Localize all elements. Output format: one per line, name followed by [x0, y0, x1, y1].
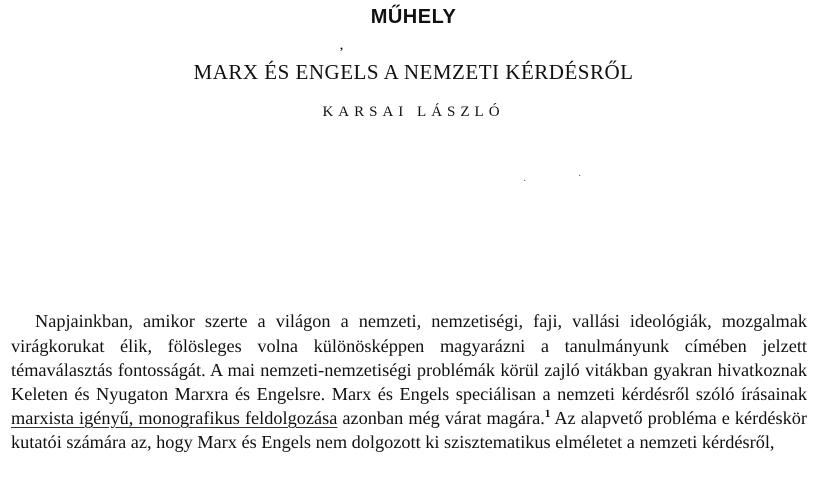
- scan-speck: ·: [578, 171, 582, 182]
- author-name: KARSAI LÁSZLÓ: [322, 104, 505, 120]
- underlined-phrase: marxista igényű, monografikus feldolgozása: [11, 408, 338, 429]
- body-paragraph: [11, 309, 807, 454]
- section-heading: MŰHELY: [370, 6, 457, 28]
- scan-speck: ·: [523, 176, 527, 187]
- print-mark: ,: [340, 38, 343, 52]
- body-text-run: Napjainkban, amikor szerte a világon a nemzeti, nemzetiségi, faji, vallási ideológiák, mozgalmak virágkorukat élik, fölösleges volna különösképpen magyarázni a tanulmányunk címében jelzett témaválasztás fontosságát. A mai nemzeti-nemzetiségi problémák körül zajló vitákban gyakran hivatkoznak Keleten és Nyugaton Marxra és Engelsre. Marx és Engels speciálisan a nemzeti kérdésről szóló írásainak: [11, 311, 807, 404]
- footnote-marker[interactable]: 1: [544, 408, 551, 421]
- article-title: MARX ÉS ENGELS A NEMZETI KÉRDÉSRŐL: [193, 60, 634, 84]
- body-text-run: azonban még várat magára.: [337, 408, 545, 429]
- body-text-run: Az alapvető probléma e kérdéskör kutatói számára az, hogy Marx és Engels nem dolgozott ki szisztematikus elméletet a nemzeti kérdésről,: [11, 408, 808, 453]
